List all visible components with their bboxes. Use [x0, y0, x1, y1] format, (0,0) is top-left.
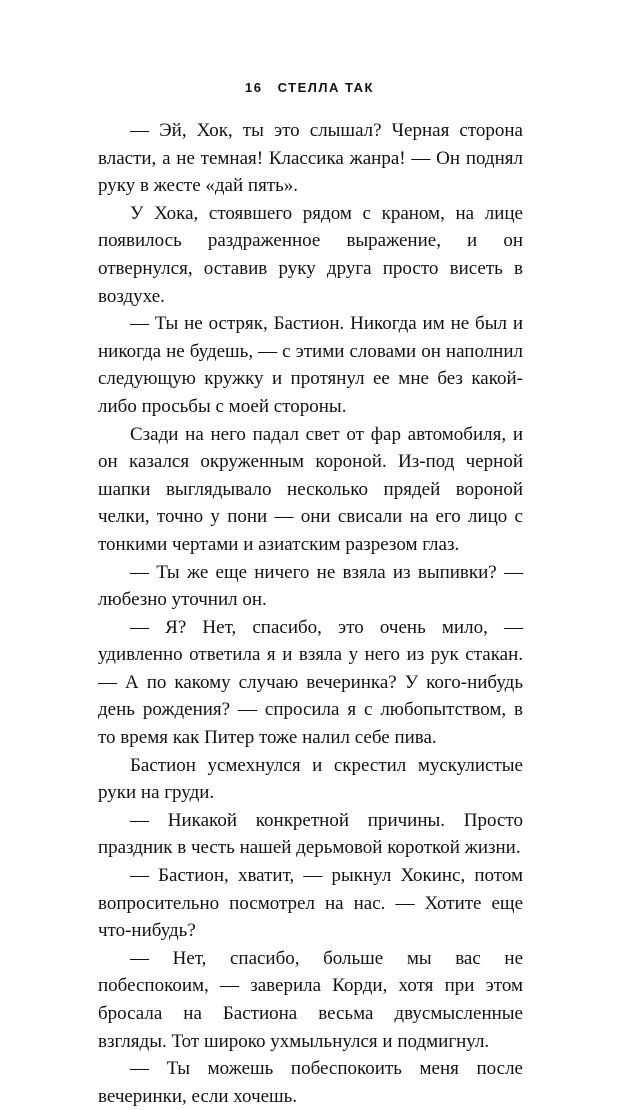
page-number: 16 [245, 80, 263, 95]
paragraph: — Я? Нет, спасибо, это очень мило, — удивленно ответила я и взяла у него из рук стакан. — А по какому случаю вечеринка? У кого-нибудь день рождения? — спросила я с любопытством, в то время как Питер тоже налил себе пива. [98, 616, 523, 749]
paragraph: — Бастион, хватит, — рыкнул Хокинс, потом вопросительно посмотрел на нас. — Хотите еще что-нибудь? [98, 865, 523, 942]
paragraph: — Ты не остряк, Бастион. Никогда им не был и никогда не будешь, — с этими словами он наполнил следующую кружку и протянул ее мне без какой-либо просьбы с моей стороны. [98, 313, 523, 417]
running-head [0, 80, 619, 95]
paragraph: — Ты можешь побеспокоить меня после вечеринки, если хочешь. [98, 1058, 523, 1107]
paragraph: — Эй, Хок, ты это слышал? Черная сторона власти, а не темная! Классика жанра! — Он поднял руку в жесте «дай пять». [98, 120, 523, 197]
body-text [98, 117, 523, 1110]
paragraph: — Нет, спасибо, больше мы вас не побеспокоим, — заверила Корди, хотя при этом бросала на Бастиона весьма двусмысленные взгляды. Тот широко ухмыльнулся и подмигнул. [98, 947, 523, 1052]
running-title: СТЕЛЛА ТАК [277, 80, 374, 95]
paragraph: Бастион усмехнулся и скрестил мускулистые руки на груди. [98, 754, 523, 804]
paragraph: У Хока, стоявшего рядом с краном, на лице появилось раздраженное выражение, и он отвернулся, оставив руку друга просто висеть в воздухе. [98, 202, 523, 307]
paragraph: Сзади на него падал свет от фар автомобиля, и он казался окруженным короной. Из-под черной шапки выглядывало несколько прядей вороной челки, точно у пони — они свисали на его лицо с тонкими чертами и азиатским разрезом глаз. [98, 423, 523, 555]
paragraph: — Никакой конкретной причины. Просто праздник в честь нашей дерьмовой короткой жизни. [98, 809, 523, 859]
paragraph: — Ты же еще ничего не взяла из выпивки? — любезно уточнил он. [98, 561, 523, 611]
